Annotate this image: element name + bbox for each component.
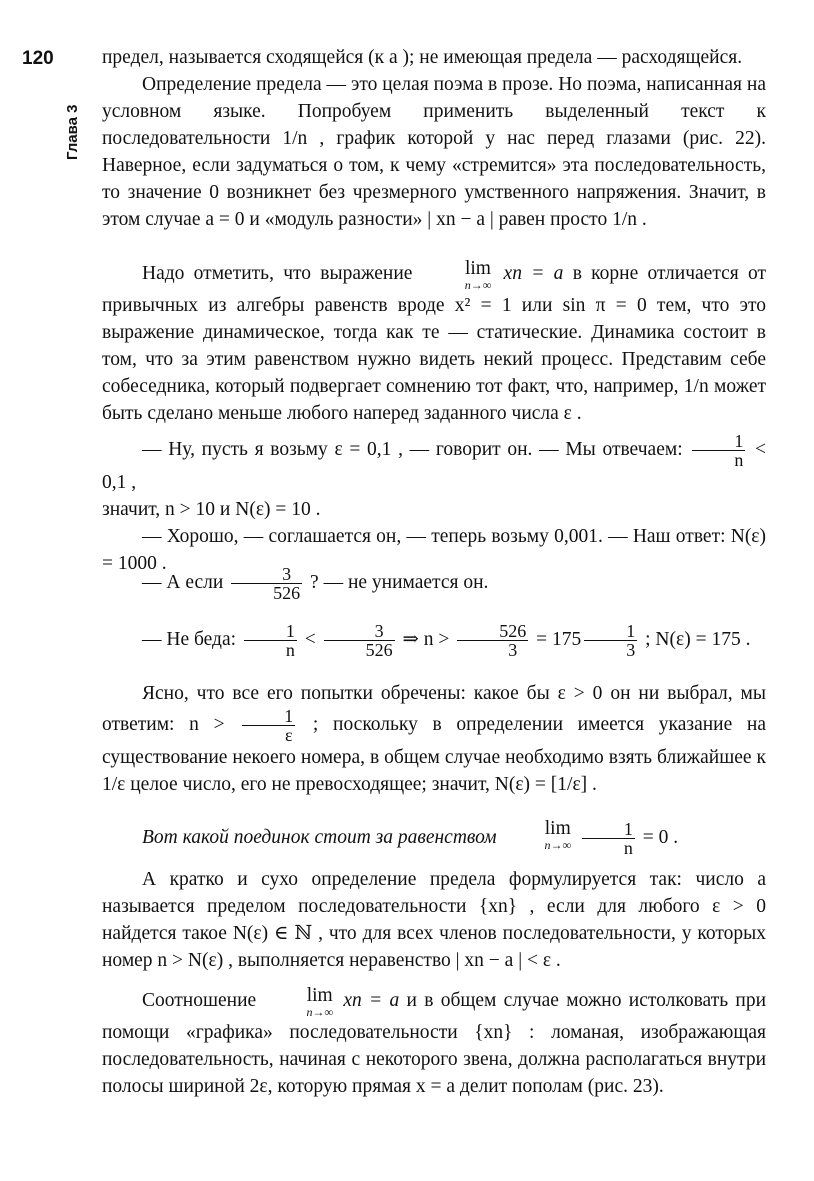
dialog-2: — Хорошо, — соглашается он, — теперь возьму 0,001. — Наш ответ: N(ε) = 1000 . xyxy=(102,526,766,574)
dialog-4-rest: ; N(ε) = 175 . xyxy=(645,628,751,650)
lim-word: lim xyxy=(306,985,333,1006)
frac-den: 3 xyxy=(508,640,518,660)
fraction-526-over-3 xyxy=(457,622,528,659)
frac-num: 1 xyxy=(582,820,635,839)
frac-num: 526 xyxy=(457,622,528,641)
frac-den: 526 xyxy=(365,640,393,660)
frac-num: 1 xyxy=(244,622,297,641)
dialog-1-ineq: < 0,1 , xyxy=(102,438,767,493)
limit-body: xn = a xyxy=(343,990,400,1011)
frac-num: 1 xyxy=(692,432,745,451)
lim-subscript: n→∞ xyxy=(306,1005,334,1019)
lt-sign: < xyxy=(304,628,316,650)
body-text xyxy=(102,44,766,233)
frac-num: 1 xyxy=(584,622,637,641)
fraction-1-over-eps xyxy=(242,707,295,744)
dialog-4 xyxy=(102,622,766,659)
dialog-1-text: — Ну, пусть я возьму ε = 0,1 , — говорит он. — Мы отвечаем: xyxy=(142,438,683,460)
limit-expression xyxy=(504,820,571,852)
fraction-3-over-526 xyxy=(231,565,302,602)
implies-sign: ⇒ n > xyxy=(402,628,450,650)
dialog-4-text: — Не беда: xyxy=(142,628,237,650)
frac-den: ε xyxy=(284,725,293,745)
limit-expression xyxy=(425,260,492,292)
frac-num: 3 xyxy=(324,622,395,641)
dialog-1 xyxy=(102,432,766,577)
lim-subscript: n→∞ xyxy=(464,278,492,292)
paragraph-1: предел, называется сходящейся (к a ); не имеющая предела — расходящейся. xyxy=(102,47,743,68)
paragraph-6 xyxy=(102,820,766,857)
lim-subscript: n→∞ xyxy=(544,838,572,852)
frac-den: 526 xyxy=(273,583,301,603)
dialog-3-text: — А если xyxy=(142,571,224,593)
fraction-3-over-526 xyxy=(324,622,395,659)
paragraph-5-lead: Ясно, что все его попытки обречены: какое бы ε > 0 он ни выбрал, мы ответим: xyxy=(102,683,766,735)
paragraph-7 xyxy=(102,866,766,974)
paragraph-2: Определение предела — это целая поэма в прозе. Но поэма, написанная на условном языке. Попробуем применить выделенный текст к последовательности 1/n , график которой у нас перед глазами (рис. 22). Наверное, если задуматься о том, к чему «стремится» эта последовательность, то значение 0 возникнет без чрезмерного умственного напряжения. Значит, в этом случае a = 0 и «модуль разности» | xn − a | равен просто 1/n . xyxy=(102,74,766,230)
eq-zero: = 0 . xyxy=(642,826,679,848)
dialog-3-rest: ? — не унимается он. xyxy=(310,571,489,593)
frac-den: n xyxy=(623,838,633,858)
n-gt: n > xyxy=(189,713,225,735)
paragraph-8-lead: Соотношение xyxy=(142,990,257,1011)
dialog-1-conclusion: значит, n > 10 и N(ε) = 10 . xyxy=(102,499,321,520)
lim-word: lim xyxy=(544,818,571,839)
lim-word: lim xyxy=(464,258,491,279)
frac-num: 1 xyxy=(242,707,295,726)
limit-body: xn = a xyxy=(503,263,564,284)
frac-num: 3 xyxy=(231,565,302,584)
chapter-label: Глава 3 xyxy=(64,104,81,160)
paragraph-8 xyxy=(102,987,766,1100)
page-number: 120 xyxy=(22,48,54,69)
frac-den: 3 xyxy=(626,640,636,660)
dialog-3 xyxy=(102,565,766,602)
paragraph-8-rest: и в общем случае можно истолковать при помощи «графика» последовательности {xn} : ломаная, изображающая последовательность, начиная с некоторого звена, должна располагаться внутри полосы шириной 2ε, которую прямая x = a делит пополам (рис. 23). xyxy=(102,990,767,1097)
eq-sign: = xyxy=(536,628,548,650)
frac-den: n xyxy=(734,450,744,470)
fraction-1-over-n xyxy=(692,432,745,469)
fraction-1-over-n xyxy=(244,622,297,659)
paragraph-6-lead: Вот какой поединок стоит за равенством xyxy=(142,826,497,848)
value-175: 175 xyxy=(552,628,582,650)
paragraph-3-rest: в корне отличается от привычных из алгебры равенств вроде x² = 1 или sin π = 0 тем, что это выражение динамическое, тогда как те — статические. Динамика состоит в том, что за этим равенством нужно видеть некий процесс. Представим себе собеседника, который подвергает сомнению тот факт, что, например, 1/n может быть сделано меньше любого наперед заданного числа ε . xyxy=(102,263,766,424)
paragraph-5 xyxy=(102,680,766,798)
paragraph-3-lead: Надо отметить, что выражение xyxy=(142,263,413,284)
paragraph-3 xyxy=(102,260,766,427)
fraction-1-over-3 xyxy=(584,622,637,659)
paragraph-5-rest: ; поскольку в определении имеется указание на существование некоего номера, в общем случае необходимо взять ближайшее к 1/ε целое число, его не превосходящее; значит, N(ε) = [1/ε] . xyxy=(102,713,767,795)
frac-den: n xyxy=(285,640,295,660)
fraction-1-over-n xyxy=(582,820,635,857)
limit-expression xyxy=(266,987,333,1019)
definition-text: А кратко и сухо определение предела формулируется так: число a называется пределом последовательности {xn} , если для любого ε > 0 найдется такое N(ε) ∈ ℕ , что для всех членов последовательности, у которых номер n > N(ε) , выполняется неравенство | xn − a | < ε . xyxy=(102,869,766,971)
